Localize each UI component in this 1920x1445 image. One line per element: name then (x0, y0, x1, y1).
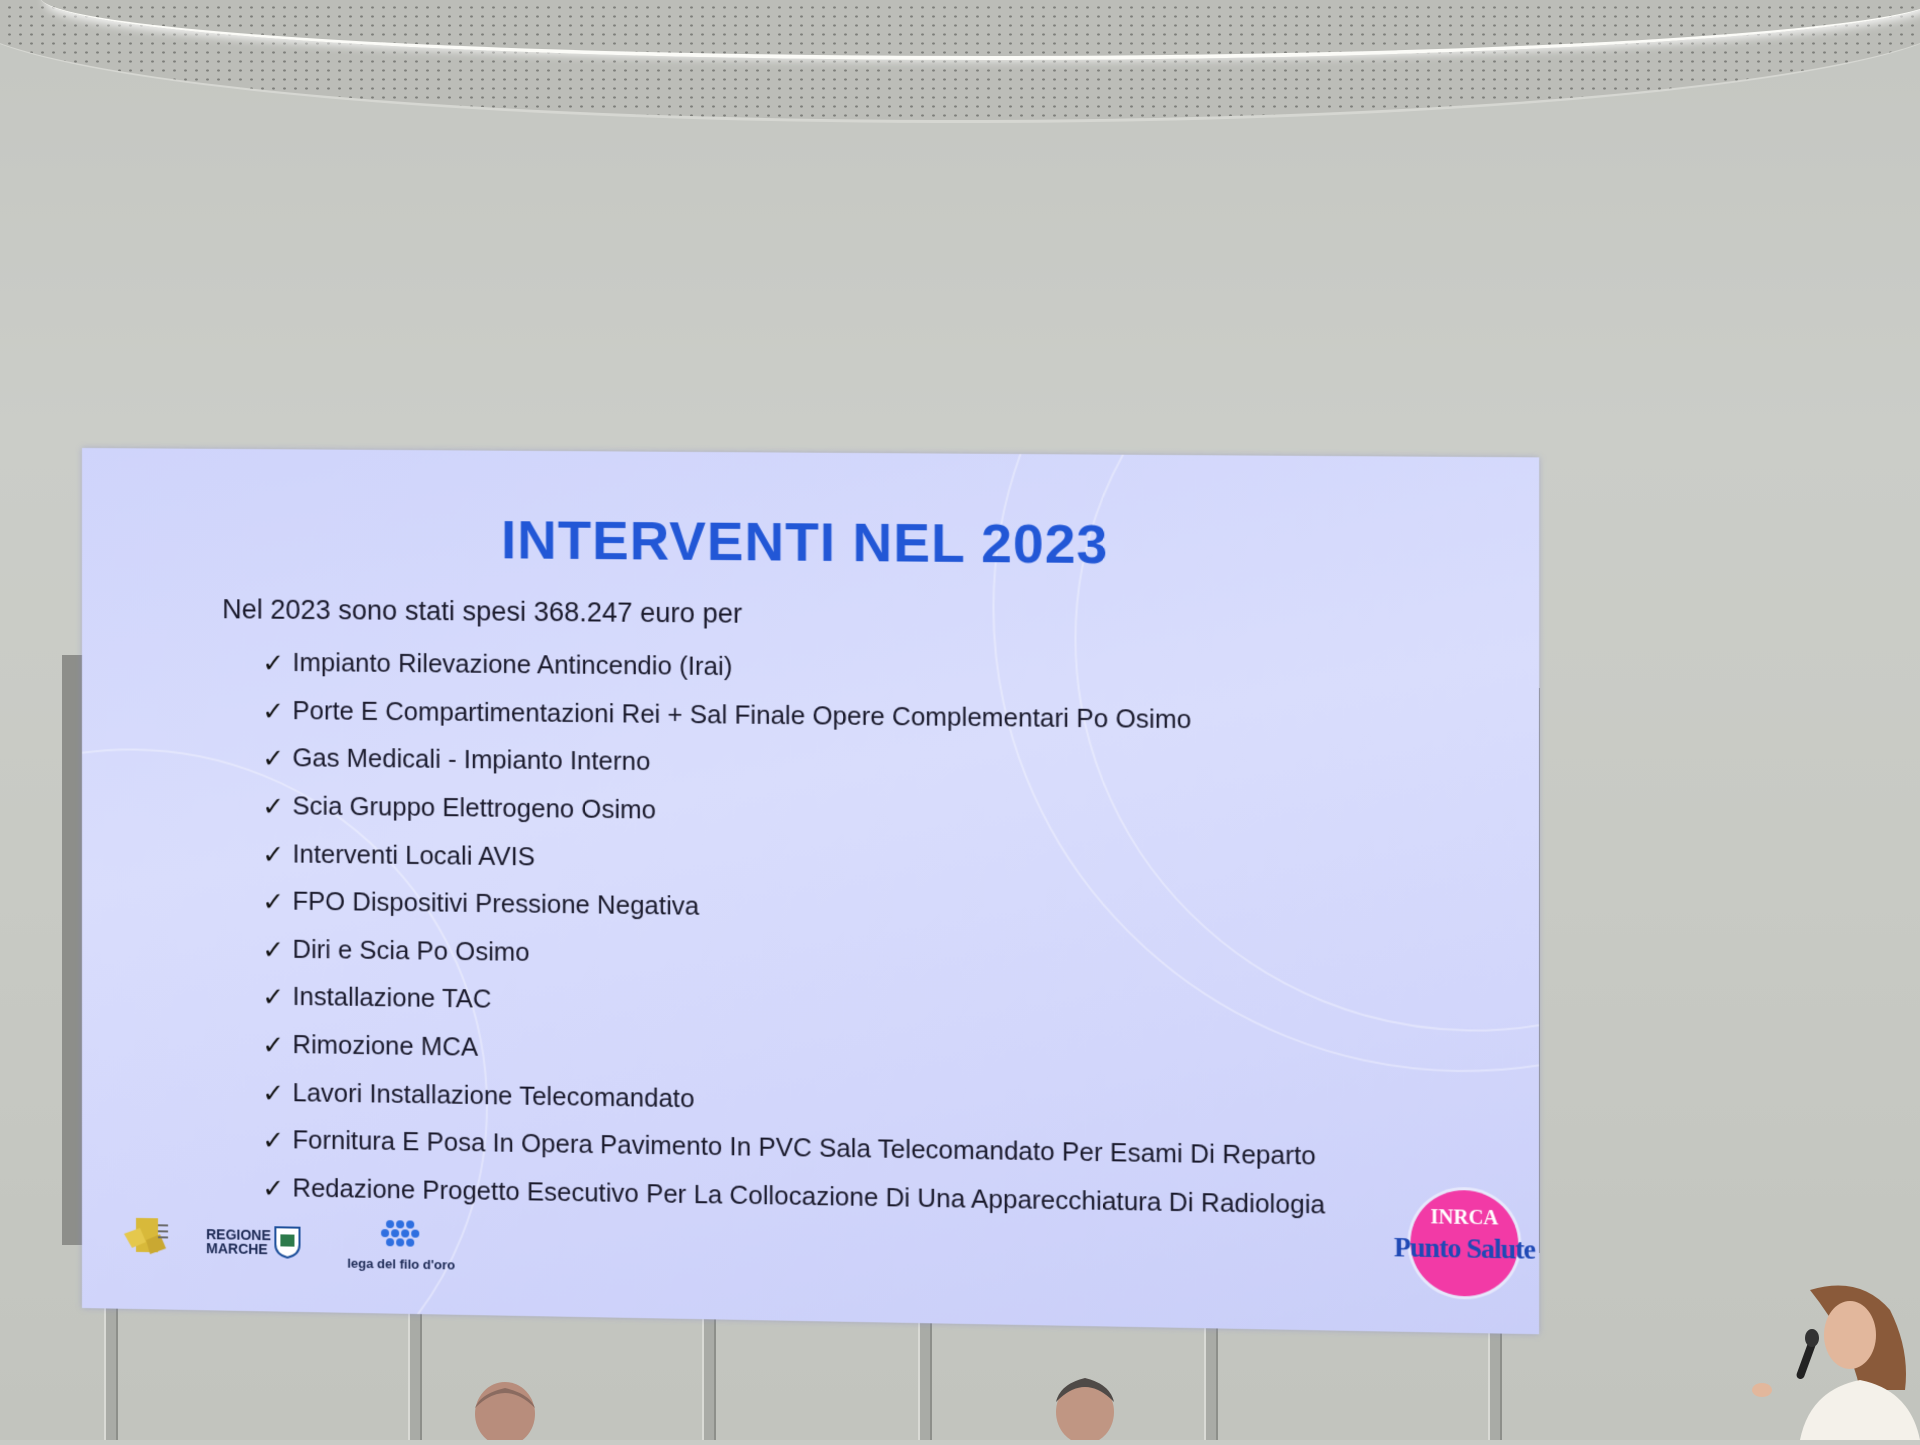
regione-marche-line1: REGIONE (206, 1226, 271, 1244)
list-item-label: FPO Dispositivi Pressione Negativa (292, 887, 700, 922)
checkmark-icon: ✓ (262, 886, 285, 917)
slide-intro: Nel 2023 sono stati spesi 368.247 euro per (222, 594, 743, 629)
screen-support-post (408, 1310, 422, 1440)
checkmark-icon: ✓ (262, 695, 285, 726)
checkmark-icon: ✓ (262, 1029, 285, 1061)
list-item-label: Gas Medicali - Impianto Interno (292, 744, 651, 777)
inrca-badge-bottom-text: Punto Salute (1394, 1231, 1535, 1265)
interventions-list (262, 640, 1325, 1230)
screen-support-post (1488, 1315, 1502, 1440)
checkmark-icon: ✓ (262, 791, 285, 822)
checkmark-icon: ✓ (262, 934, 285, 965)
list-item-label: Porte E Compartimentazioni Rei + Sal Finale Opere Complementari Po Osimo (292, 696, 1192, 735)
slide-title: INTERVENTI NEL 2023 (500, 510, 1109, 576)
list-item-label: Lavori Installazione Telecomandato (292, 1078, 695, 1113)
screen-support-post (104, 1305, 118, 1440)
regione-marche-logo (206, 1225, 302, 1267)
list-item-label: Scia Gruppo Elettrogeno Osimo (292, 792, 657, 825)
regione-marche-shield-icon (274, 1226, 300, 1259)
list-item-label: Impianto Rilevazione Antincendio (Irai) (292, 649, 733, 682)
list-item-label: Interventi Locali AVIS (292, 840, 535, 872)
inrca-punto-salute-badge (1394, 1189, 1535, 1297)
list-item-label: Installazione TAC (292, 983, 492, 1015)
inrca-badge-top-text: INRCA (1430, 1206, 1499, 1230)
list-item-label: Diri e Scia Po Osimo (292, 935, 530, 967)
checkmark-icon: ✓ (262, 647, 285, 679)
regione-marche-line2: MARCHE (206, 1240, 268, 1258)
checkmark-icon: ✓ (262, 1172, 285, 1204)
person-head (470, 1380, 540, 1445)
checkmark-icon: ✓ (262, 743, 285, 774)
projection-screen (82, 448, 1539, 1334)
dots-cluster-icon (376, 1218, 428, 1253)
lega-filo-oro-text: lega del filo d'oro (347, 1255, 456, 1273)
screen-support-post (702, 1312, 716, 1440)
screen-support-post (918, 1313, 932, 1440)
cami-logo (120, 1214, 172, 1269)
screen-support-post (1204, 1314, 1218, 1440)
checkmark-icon: ✓ (262, 981, 285, 1013)
list-item-label: Rimozione MCA (292, 1031, 479, 1062)
checkmark-icon: ✓ (262, 1125, 285, 1156)
lega-filo-oro-logo (341, 1217, 462, 1279)
person-head (1050, 1372, 1120, 1445)
list-item-label: Fornitura E Posa In Opera Pavimento In PVC Sala Telecomandato Per Esami Di Reparto (292, 1126, 1316, 1171)
speaker-with-microphone (1740, 1280, 1920, 1445)
checkmark-icon: ✓ (262, 1077, 285, 1108)
checkmark-icon: ✓ (262, 838, 285, 870)
list-item-label: Redazione Progetto Esecutivo Per La Collocazione Di Una Apparecchiatura Di Radiologia (292, 1174, 1326, 1220)
